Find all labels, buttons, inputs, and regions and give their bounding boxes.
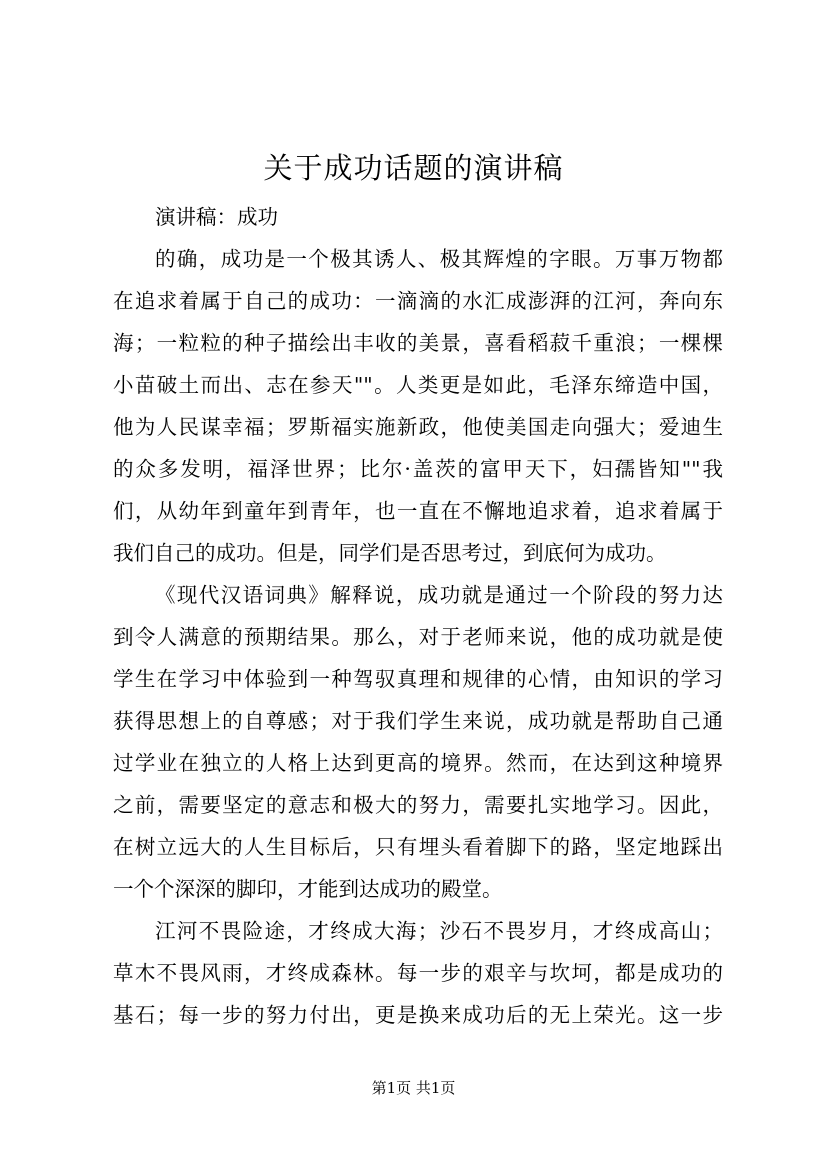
paragraph-line: 获得思想上的自尊感；对于我们学生来说，成功就是帮助自己通 — [113, 709, 723, 733]
paragraph-line: 学生在学习中体验到一种驾驭真理和规律的心情，由知识的学习 — [113, 667, 723, 691]
paragraph-line: 基石；每一步的努力付出，更是换来成功后的无上荣光。这一步 — [113, 1003, 723, 1027]
paragraph-line: 我们自己的成功。但是，同学们是否思考过，到底何为成功。 — [113, 541, 667, 565]
paragraph-line: 一个个深深的脚印，才能到达成功的殿堂。 — [113, 877, 503, 901]
paragraph-line: 江河不畏险途，才终成大海；沙石不畏岁月，才终成高山； — [155, 919, 723, 943]
paragraph-line: 草木不畏风雨，才终成森林。每一步的艰辛与坎坷，都是成功的 — [113, 961, 723, 985]
paragraph-line: 演讲稿：成功 — [155, 205, 278, 229]
paragraph-line: 海；一粒粒的种子描绘出丰收的美景，喜看稻菽千重浪；一棵棵 — [113, 331, 723, 355]
paragraph-line: 的众多发明，福泽世界；比尔·盖茨的富甲天下，妇孺皆知""我 — [113, 457, 723, 481]
document-title: 关于成功话题的演讲稿 — [263, 151, 564, 185]
page-number-footer: 第1页 共1页 — [371, 1079, 456, 1097]
document-body — [113, 196, 723, 1036]
paragraph-line: 《现代汉语词典》解释说，成功就是通过一个阶段的努力达 — [155, 583, 723, 607]
paragraph-line: 到令人满意的预期结果。那么，对于老师来说，他的成功就是使 — [113, 625, 723, 649]
paragraph-line: 他为人民谋幸福；罗斯福实施新政，他使美国走向强大；爱迪生 — [113, 415, 723, 439]
paragraph-line: 在追求着属于自己的成功：一滴滴的水汇成澎湃的江河，奔向东 — [113, 289, 723, 313]
paragraph-line: 在树立远大的人生目标后，只有埋头看着脚下的路，坚定地踩出 — [113, 835, 723, 859]
paragraph-line: 小苗破土而出、志在参天""。人类更是如此，毛泽东缔造中国， — [113, 373, 723, 397]
paragraph-line: 过学业在独立的人格上达到更高的境界。然而，在达到这种境界 — [113, 751, 723, 775]
paragraph-line: 之前，需要坚定的意志和极大的努力，需要扎实地学习。因此， — [113, 793, 723, 817]
paragraph-line: 们，从幼年到童年到青年，也一直在不懈地追求着，追求着属于 — [113, 499, 723, 523]
paragraph-line: 的确，成功是一个极其诱人、极其辉煌的字眼。万事万物都 — [155, 247, 723, 271]
